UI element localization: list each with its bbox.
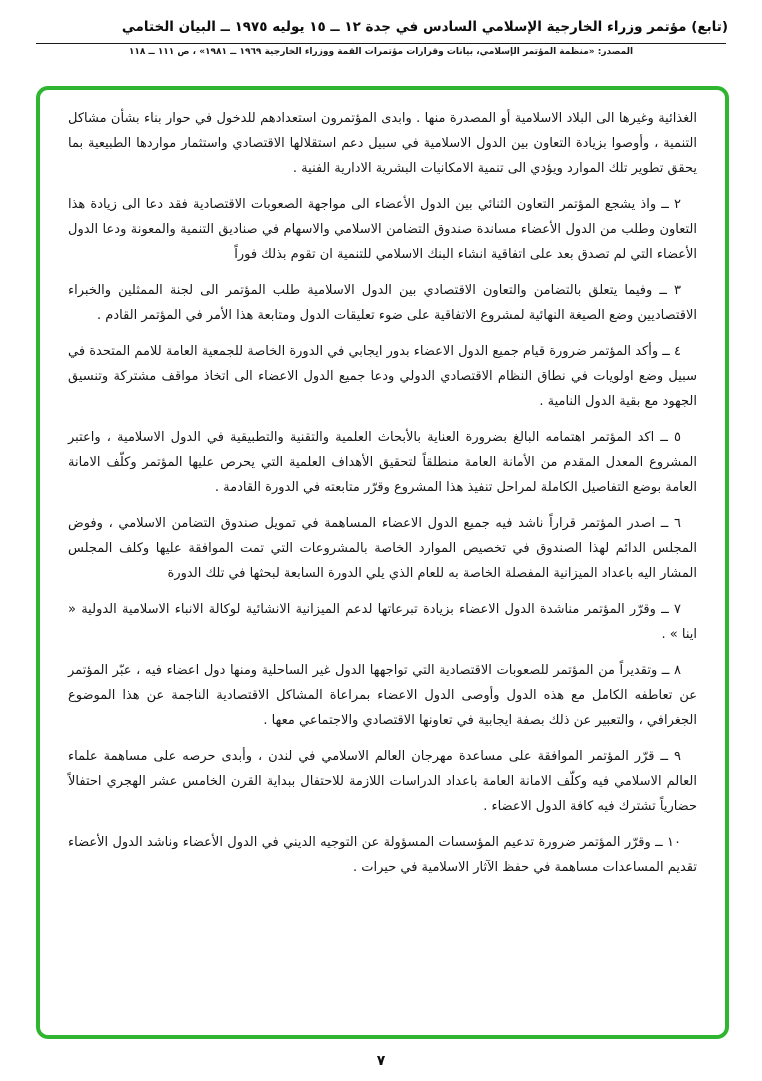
body-paragraph-2: ٢ ــ واذ يشجع المؤتمر التعاون الثنائي بين الدول الأعضاء الى مواجهة الصعوبات الاقتصادية فقد دعا الى زيادة هذا التعاون وطلب من الدول الأعضاء مساندة صندوق التضامن الاسلامي والاسهام في صناديق التنمية والمعونة ودعا الدول الأعضاء التي لم تصدق بعد على اتفاقية انشاء البنك الاسلامي للتنمية ان تقوم بذلك فوراً — [68, 197, 697, 262]
source-citation: المصدر: «منظمة المؤتمر الإسلامي، بيانات وقرارات مؤتمرات القمة ووزراء الخارجية ١٩٦٩ ــ ١٩٨١» ، ص ١١١ ــ ١١٨ — [128, 47, 634, 58]
body-paragraph-4: ٤ ــ وأكد المؤتمر ضرورة قيام جميع الدول الاعضاء بدور ايجابي في الدورة الخاصة للجمعية العامة للامم المتحدة في سبيل وضع اولويات في نطاق النظام الاقتصادي الدولي ودعا جميع الدول الاعضاء الى اتخاذ مواقف مشتركة وتنسيق الجهود مع بقية الدول النامية . — [68, 344, 697, 409]
body-paragraph-6: ٦ ــ اصدر المؤتمر قراراً ناشد فيه جميع الدول الاعضاء المساهمة في تمويل صندوق التضامن الاسلامي ، وفوض المجلس الدائم لهذا الصندوق في تخصيص الموارد الخاصة بالمشروعات التي تمت الموافقة عليها وكلف المجلس المشار اليه باعداد الميزانية المفصلة الخاصة به للعام الذي يلي الدورة السابعة لبحثها في تلك الدورة — [68, 516, 697, 581]
body-paragraph-10: ١٠ ــ وقرّر المؤتمر ضرورة تدعيم المؤسسات المسؤولة عن التوجيه الديني في الدول الأعضاء وناشد الدول الأعضاء تقديم المساعدات مساهمة في حفظ الآثار الاسلامية في حيرات . — [68, 835, 697, 875]
document-title: (تابع) مؤتمر وزراء الخارجية الإسلامي السادس في جدة ١٢ ــ ١٥ يوليه ١٩٧٥ ــ البيان الختامي — [121, 19, 728, 35]
header-divider — [36, 43, 726, 44]
document-body — [68, 106, 697, 880]
body-paragraph-9: ٩ ــ قرّر المؤتمر الموافقة على مساعدة مهرجان العالم الاسلامي في لندن ، وأبدى حرصه على مساهمة علماء العالم الاسلامي فيه وكلّف الامانة العامة باعداد الدراسات اللازمة للاحتفال ببداية القرن الخامس عشر الهجري احتفالاً حضارياً تشترك فيه كافة الدول الاعضاء . — [68, 749, 697, 814]
body-paragraph-3: ٣ ــ وفيما يتعلق بالتضامن والتعاون الاقتصادي بين الدول الاسلامية طلب المؤتمر الى لجنة الممثلين والخبراء الاقتصاديين وضع الصيغة النهائية لمشروع الاتفاقية على ضوء تعليقات الدول ومتابعة هذا الأمر في المؤتمر القادم . — [68, 283, 697, 323]
content-border-frame — [36, 86, 729, 1039]
document-header — [0, 0, 762, 57]
body-paragraph-5: ٥ ــ اكد المؤتمر اهتمامه البالغ بضرورة العناية بالأبحاث العلمية والتقنية والتطبيقية في الدول الاسلامية ، واعتبر المشروع المعدل المقدم من الأمانة العامة منطلقاً لتحقيق الأهداف العلمية التي يحرص عليها المؤتمر وكلّف الامانة العامة بوضع التفاصيل الكاملة لمراحل تنفيذ هذا المشروع وقرّر متابعته في الدورة القادمة . — [68, 430, 697, 495]
body-paragraph-7: ٧ ــ وقرّر المؤتمر مناشدة الدول الاعضاء بزيادة تبرعاتها لدعم الميزانية الانشائية لوكالة الانباء الاسلامية الدولية « اينا » . — [68, 602, 697, 642]
body-paragraph: الغذائية وغيرها الى البلاد الاسلامية أو المصدرة منها . وابدى المؤتمرون استعدادهم للدخول في حوار بناء بشأن مشاكل التنمية ، وأوصوا بزيادة التعاون بين الدول الاسلامية في سبيل دعم استقلالها الاقتصادي واستثمار مواردها الطبيعية بما يحقق تطوير تلك الموارد ويؤدي الى تنمية الامكانيات البشرية الادارية الفنية . — [68, 111, 697, 176]
page-number: ٧ — [376, 1053, 386, 1069]
body-paragraph-8: ٨ ــ وتقديراً من المؤتمر للصعوبات الاقتصادية التي تواجهها الدول غير الساحلية ومنها دول اعضاء فيه ، عبّر المؤتمر عن تعاطفه الكامل مع هذه الدول وأوصى الدول الاعضاء بمراعاة المشاكل الاقتصادية الناجمة عن هذا الموضوع الجغرافي ، والتعبير عن ذلك بصفة ايجابية في تعاونها الاقتصادي والاجتماعي معها . — [68, 663, 697, 728]
